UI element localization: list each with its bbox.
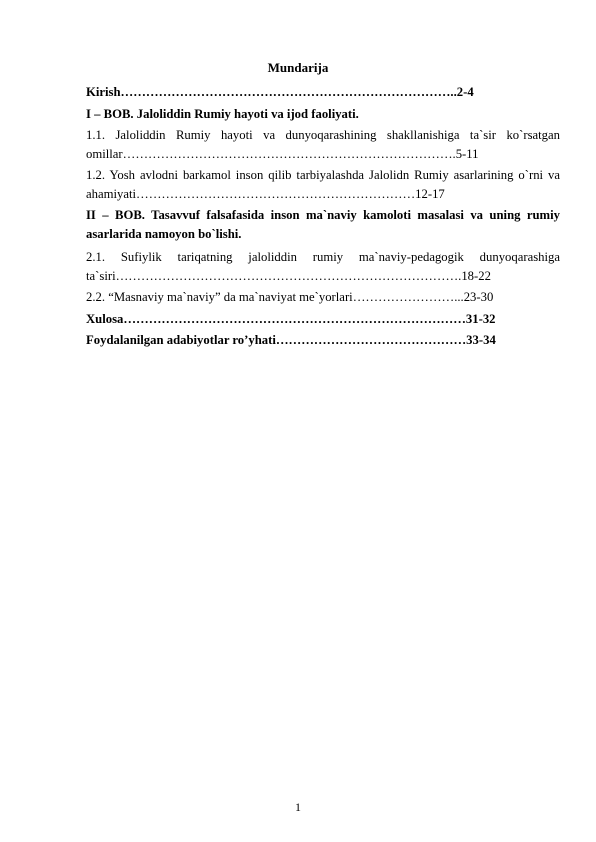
table-of-contents [86, 83, 560, 353]
toc-entry-section-2-2: 2.2. “Masnaviy ma`naviy” da ma`naviyat me`yorlari……………………...23-30 [86, 290, 494, 304]
toc-entry-references: Foydalanilgan adabiyotlar ro’yhati………………………………………33-34 [86, 333, 496, 347]
page-number: 1 [295, 800, 301, 814]
toc-entry-conclusion: Xulosa………………………………………………………………………31-32 [86, 311, 496, 326]
toc-entry-section-1-2: 1.2. Yosh avlodni barkamol inson qilib tarbiyalashda Jalolidn Rumiy asarlarining o`rni va ahamiyati…………………………………………………………12-17 [86, 168, 560, 201]
toc-entry-section-2-1: 2.1. Sufiylik tariqatning jaloliddin rumiy ma`naviy-pedagogik dunyoqarashiga ta`siri……………………………………………………………………….18-22 [86, 250, 560, 283]
toc-entry-introduction: Kirish……………………………………………………………………..2-4 [86, 85, 474, 99]
toc-entry-chapter-2: II – BOB. Tasavvuf falsafasida inson ma`naviy kamoloti masalasi va uning rumiy asarlarida namoyon bo`lishi. [86, 208, 560, 241]
page-title: Mundarija [267, 60, 329, 75]
toc-entry-section-1-1: 1.1. Jaloliddin Rumiy hayoti va dunyoqarashining shakllanishiga ta`sir ko`rsatgan omillar…………………………………………………………………….5-11 [86, 128, 560, 161]
toc-entry-chapter-1: I – BOB. Jaloliddin Rumiy hayoti va ijod faoliyati. [86, 106, 359, 121]
